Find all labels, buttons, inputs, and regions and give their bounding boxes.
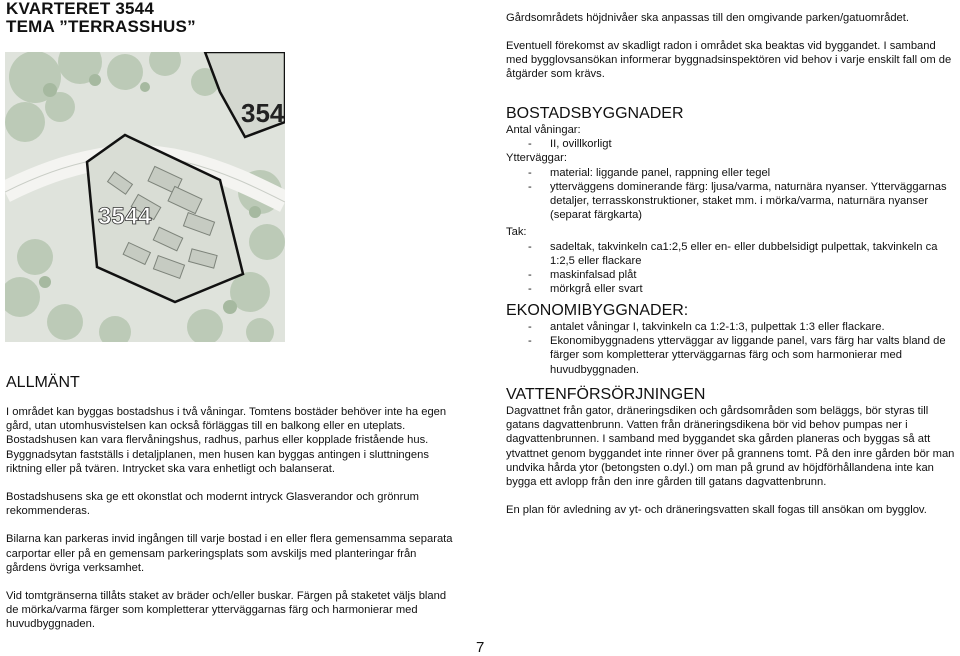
vatten-paragraph-2: En plan för avledning av yt- och dräneringsvatten skall fogas till ansökan om bygglov. [506,504,927,517]
heading-bostadsbyggnader: BOSTADSBYGGNADER [506,105,684,122]
section-ekonomibyggnader [506,302,958,377]
section-vattenforsorjningen [506,386,958,517]
title-line-2: TEMA ”TERRASSHUS” [6,17,196,36]
walls-list [506,166,958,223]
list-item: - ytterväggens dominerande färg: ljusa/varma, naturnära nyanser. Ytterväggarnas detaljer, terrasskonstruktioner, staket mm. i mörka/varma, naturnära nyanser (separat färgkarta) [506,180,958,223]
list-item: - sadeltak, takvinkeln ca1:2,5 eller en- eller dubbelsidigt pulpettak, takvinkeln ca 1:2,5 eller flackare [506,240,958,268]
roof-list [506,240,958,297]
floors-list [506,137,958,151]
list-item: - material: liggande panel, rappning eller tegel [506,166,958,180]
allmant-paragraph-2: Bostadshusens ska ge ett okonstlat och modernt intryck Glasverandor och grönrum rekommenderas. [6,491,419,518]
document-title [6,0,196,36]
list-item: - antalet våningar I, takvinkeln ca 1:2-1:3, pulpettak 1:3 eller flackare. [506,320,958,334]
map-label-354: 354 [241,98,285,128]
list-item: - maskinfalsad plåt [506,268,958,282]
floors-label: Antal våningar: [506,124,581,136]
intro-paragraph-2: Eventuell förekomst av skadligt radon i området ska beaktas vid byggandet. I samband med bygglovsansökan informerar byggnadsinspektören vid behov i varje enskilt fall om de åtgärder som krävs. [506,40,952,81]
allmant-paragraph-3: Bilarna kan parkeras invid ingången till varje bostad i en eller flera gemensamma separata carportar eller på en gemensam parkeringsplats som avskiljs med planteringar från gårdens övriga verksamhet. [6,533,453,574]
allmant-paragraph-1: I området kan byggas bostadshus i två våningar. Tomtens bostäder behöver inte ha egen gård, utan utomhusvistelsen kan också förläggas till en balkong eller en uteplats. Bostadshusen kan vara flervåningshus, radhus, parhus eller kopplade fristående hus. Byggnadsytan fastställs i detaljplanen, men husen kan byggas antingen i sluttningens riktning eller på tvären. Intrycket ska vara enhetligt och balanserat. [6,406,447,475]
ekonomi-list [506,320,958,377]
site-map [5,52,285,342]
section-bostadsbyggnader [506,105,958,296]
heading-vattenforsorjningen: VATTENFÖRSÖRJNINGEN [506,386,706,403]
roof-label: Tak: [506,226,527,239]
map-label-3544: 3544 [98,203,152,230]
site-map-graphic [5,52,285,342]
heading-allmant: ALLMÄNT [6,374,80,391]
page-number: 7 [476,639,485,656]
list-item: - Ekonomibyggnadens ytterväggar av liggande panel, vars färg har valts bland de färger som kompletterar ytterväggarnas färg och som harmonierar med huvudbyggnaden. [506,334,958,377]
heading-ekonomibyggnader: EKONOMIBYGGNADER: [506,302,689,319]
walls-label: Ytterväggar: [506,152,567,165]
list-item: - II, ovillkorligt [506,137,958,151]
allmant-paragraph-4: Vid tomtgränserna tillåts staket av bräder och/eller buskar. Färgen på staketet väljs bland de mörka/varma färger som kompletterar ytterväggarnas färg och harmonierar med huvudbyggnaden. [6,590,447,631]
title-line-1: KVARTERET 3544 [6,0,154,18]
vatten-paragraph-1: Dagvattnet från gator, dräneringsdiken och gårdsområden som beläggs, bör styras till gatans dagvattenbrunn. Vatten från dräneringsdikena bör vid behov pumpas ner i dagvattenbrunnen. I samband med byggandet ska gården planeras och byggas så att ytvattnet genom byggandet inte rinner över på grannens tomt. På den inre gården bör man undvika hårda ytor (betongsten o.dyl.) om man på grund av höjdförhållandena inte kan bygga ett avlopp från den inre gården till gatans dagvattenbrunn. [506,405,955,489]
intro-paragraph-1: Gårdsområdets höjdnivåer ska anpassas till den omgivande parken/gatuområdet. [506,12,909,24]
list-item: - mörkgrå eller svart [506,282,958,296]
section-allmant [6,374,456,632]
